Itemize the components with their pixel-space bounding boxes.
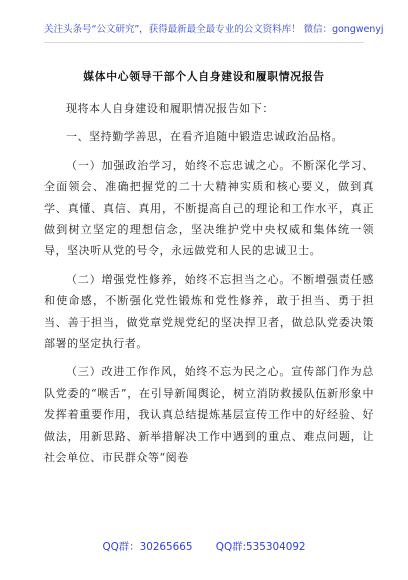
- paragraph-item-3: （三）改进工作作风，始终不忘为民之心。宣传部门作为总队党委的“喉舌”，在引导新闻舆论，树立消防救援队伍新形象中发挥着重要作用，我认真总结提炼基层宣传工作中的好经验、好做法，用新思路、新举措解决工作中遇到的重点、难点问题，让社会单位、市民群众等“阅卷: [44, 365, 374, 465]
- document-body: [44, 98, 374, 476]
- paragraph-item-2: （二）增强党性修养，始终不忘担当之心。不断增强责任感和使命感，不断强化党性锻炼和党性修养，敢于担当、勇于担当、善于担当，做党章党规党纪的坚决捍卫者，做总队党委决策部署的坚定执行者。: [44, 272, 374, 351]
- document-title: 媒体中心领导干部个人自身建设和履职情况报告: [83, 70, 325, 83]
- footer-qq-group-1: QQ群：30265665: [102, 541, 193, 553]
- header-divider: [44, 42, 364, 43]
- paragraph-item-1: （一）加强政治学习，始终不忘忠诚之心。不断深化学习、全面领会、准确把握党的二十大精神实质和核心要义，做到真学、真懂、真信、真用，不断提高自己的理论和工作水平，真正做到树立坚定的理想信念，坚决维护党中央权威和集体统一领导，坚决听从党的号令，永远做党和人民的忠诚卫士。: [44, 158, 374, 258]
- paragraph-section-heading: 一、坚持勤学善思，在看齐追随中锻造忠诚政治品格。: [66, 130, 344, 144]
- paragraph-intro: 现将本人自身建设和履职情况报告如下：: [66, 102, 274, 115]
- header-banner: 关注头条号“公文研究”，获得最新最全最专业的公文资料库！ 微信：gongwenyj: [44, 24, 384, 35]
- footer: [0, 541, 408, 554]
- footer-qq-group-2: QQ群:535304092: [215, 541, 306, 553]
